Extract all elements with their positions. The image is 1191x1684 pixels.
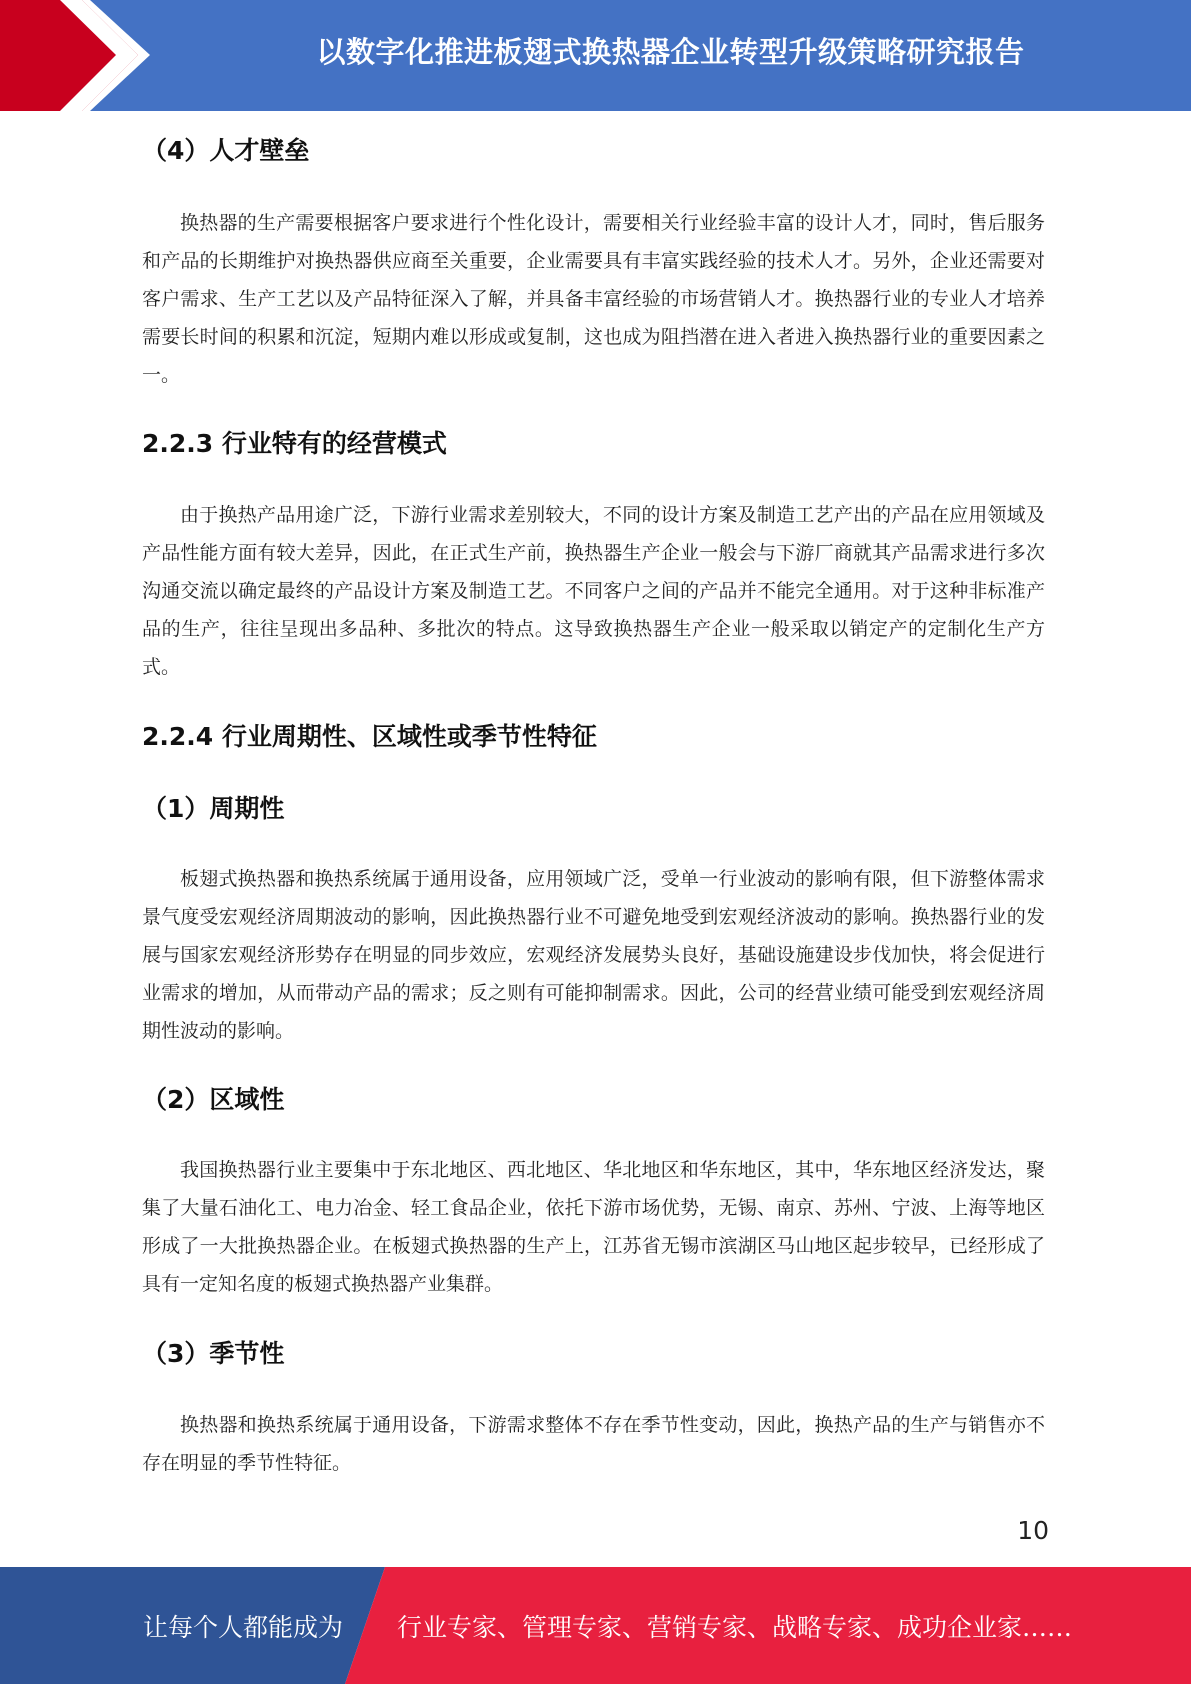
paragraph-talent-barrier: 换热器的生产需要根据客户要求进行个性化设计，需要相关行业经验丰富的设计人才，同时，售后服务和产品的长期维护对换热器供应商至关重要，企业需要具有丰富实践经验的技术人才。另外，企业还需要对客户需求、生产工艺以及产品特征深入了解，并具备丰富经验的市场营销人才。换热器行业的专业人才培养需要长时间的积累和沉淀，短期内难以形成或复制，这也成为阻挡潜在进入者进入换热器行业的重要因素之一。	[142, 212, 1045, 386]
heading-regional: （2）区域性	[142, 1085, 285, 1114]
footer-slogan-right: 行业专家、管理专家、营销专家、战略专家、成功企业家……	[397, 1612, 1073, 1642]
report-header	[0, 0, 1191, 111]
report-title: 以数字化推进板翅式换热器企业转型升级策略研究报告	[316, 34, 1025, 69]
header-red-arrow-decoration	[0, 0, 150, 111]
paragraph-cyclical: 板翅式换热器和换热系统属于通用设备，应用领域广泛，受单一行业波动的影响有限，但下游整体需求景气度受宏观经济周期波动的影响，因此换热器行业不可避免地受到宏观经济波动的影响。换热器行业的发展与国家宏观经济形势存在明显的同步效应，宏观经济发展势头良好，基础设施建设步伐加快，将会促进行业需求的增加，从而带动产品的需求；反之则有可能抑制需求。因此，公司的经营业绩可能受到宏观经济周期性波动的影响。	[142, 868, 1045, 1042]
heading-seasonal: （3）季节性	[142, 1339, 285, 1368]
page-number: 10	[1017, 1516, 1049, 1545]
heading-business-model: 2.2.3 行业特有的经营模式	[142, 429, 447, 458]
heading-cyclical: （1）周期性	[142, 794, 285, 823]
heading-characteristics: 2.2.4 行业周期性、区域性或季节性特征	[142, 722, 597, 751]
footer-slogan-left: 让每个人都能成为	[143, 1612, 344, 1642]
paragraph-business-model: 由于换热产品用途广泛，下游行业需求差别较大，不同的设计方案及制造工艺产出的产品在应用领域及产品性能方面有较大差异，因此，在正式生产前，换热器生产企业一般会与下游厂商就其产品需求进行多次沟通交流以确定最终的产品设计方案及制造工艺。不同客户之间的产品并不能完全通用。对于这种非标准产品的生产，往往呈现出多品种、多批次的特点。这导致换热器生产企业一般采取以销定产的定制化生产方式。	[142, 504, 1045, 678]
report-footer	[0, 1567, 1191, 1684]
paragraph-seasonal: 换热器和换热系统属于通用设备，下游需求整体不存在季节性变动，因此，换热产品的生产与销售亦不存在明显的季节性特征。	[142, 1414, 1045, 1474]
paragraph-regional: 我国换热器行业主要集中于东北地区、西北地区、华北地区和华东地区，其中，华东地区经济发达，聚集了大量石油化工、电力冶金、轻工食品企业，依托下游市场优势，无锡、南京、苏州、宁波、上海等地区形成了一大批换热器企业。在板翅式换热器的生产上，江苏省无锡市滨湖区马山地区起步较早，已经形成了具有一定知名度的板翅式换热器产业集群。	[142, 1159, 1045, 1295]
heading-talent-barrier: （4）人才壁垒	[142, 136, 310, 165]
